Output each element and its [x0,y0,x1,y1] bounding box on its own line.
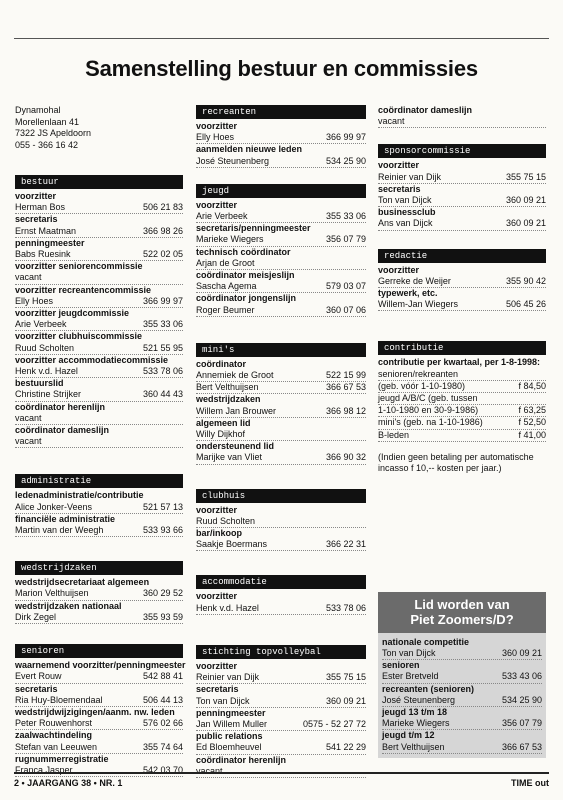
section-header: recreanten [196,105,366,119]
address-line: Dynamohal [15,105,61,115]
contact-row [15,413,183,425]
role-label: voorzitter [196,121,238,131]
contact-value: 360 09 21 [325,695,366,706]
column-1 [15,105,186,787]
contact-name: Bert Velthuijsen [196,382,259,393]
section-header: stichting topvolleybal [196,645,366,659]
contact-name: vacant [15,436,42,447]
section-dameslijn [378,105,546,128]
role-label: voorzitter jeugdcommissie [15,308,130,319]
section-header: sponsorcommissie [378,144,546,158]
section-wedstrijdzaken [15,561,183,624]
contact-name: Elly Hoes [15,295,54,306]
contact-row [15,436,183,448]
contact-row [378,299,546,311]
contact-name: mini's (geb. na 1-10-1986) [378,417,483,428]
contact-value: 522 02 05 [142,249,183,260]
contact-value: 355 75 15 [325,672,366,683]
contact-row [196,516,366,528]
contact-name: Dirk Zegel [15,611,57,622]
contact-row [15,718,183,730]
contact-name: vacant [15,412,42,423]
contact-value: 366 99 97 [325,132,366,143]
contact-row [15,389,183,401]
contact-row [15,612,183,624]
contact-name: Ed Bloemheuvel [196,742,262,753]
contact-name: Roger Beumer [196,304,255,315]
section-header: contributie [378,341,546,355]
section-administratie [15,474,183,537]
contact-value [362,516,366,527]
contact-row [378,369,546,381]
contact-value: 356 07 79 [501,718,542,729]
contact-value: 0575 - 52 27 72 [302,718,366,729]
role-label: aanmelden nieuwe leden [196,144,303,155]
section-header: senioren [15,644,183,658]
column-3 [378,105,546,758]
contact-row [196,258,366,270]
contact-row [15,742,183,754]
contact-name: Stefan van Leeuwen [15,741,98,752]
contact-name: Ruud Scholten [196,515,256,526]
contact-row [196,156,366,168]
contact-value: 534 25 90 [501,694,542,705]
section-stichting-topvolleybal [196,645,366,778]
section-contributie [378,341,546,441]
role-label: penningmeester [15,237,85,248]
contact-value: 533 78 06 [142,366,183,377]
contact-value: 360 09 21 [505,195,546,206]
contact-name: Jan Willem Muller [196,718,268,729]
role-label: coördinator meisjeslijn [196,270,295,281]
contact-value: 542 88 41 [142,671,183,682]
role-label: voorzitter [378,160,420,171]
contact-name: Sascha Agema [196,281,257,292]
role-label: voorzitter recreantencommissie [15,284,152,295]
role-label: bestuurslid [15,378,64,389]
contact-name: vacant [196,765,223,776]
contact-row [196,281,366,293]
role-label: nationale competitie [382,636,470,647]
contact-value: 541 22 29 [325,742,366,753]
contact-row [15,366,183,378]
contact-value [362,429,366,440]
contact-row [196,234,366,246]
contact-value: f 52,50 [518,417,546,428]
contact-value [542,116,546,127]
contact-value: 360 09 21 [501,648,542,659]
role-label: coördinator herenlijn [15,401,106,412]
contact-row [196,672,366,684]
role-label: coördinator [196,358,247,369]
contact-name: Arie Verbeek [15,319,67,330]
contact-row [196,719,366,731]
contact-value: 366 67 53 [325,382,366,393]
contact-row [196,370,366,382]
contact-name: Reinier van Dijk [378,171,442,182]
role-label: coördinator dameslijn [378,105,473,115]
contact-value: 360 09 21 [505,218,546,229]
role-label: wedstrijdzaken nationaal [15,600,122,611]
role-label: technisch coördinator [196,246,291,257]
contact-row [378,381,546,393]
contact-value: 355 90 42 [505,275,546,286]
contact-value: 533 93 66 [142,525,183,536]
role-label: jeugd t/m 12 [382,730,435,741]
contact-name: Saakje Boermans [196,539,268,550]
contact-row [15,296,183,308]
contact-value: 542 03 70 [142,764,183,775]
contact-value: 366 98 26 [142,225,183,236]
role-label: wedstrijdzaken [196,394,261,405]
contact-row [196,382,366,394]
contact-name: B-leden [378,429,410,440]
contact-name: Henk v.d. Hazel [196,602,259,613]
contact-row [15,525,183,537]
role-label: zaalwachtindeling [15,730,93,741]
section-recreanten [196,105,366,168]
contact-name: senioren/rekreanten [378,368,459,379]
section-sponsorcommissie [378,144,546,230]
lid-worden-title-line: Piet Zoomers/D? [410,611,514,627]
role-label: secretaris [378,183,421,194]
role-label: public relations [196,731,263,742]
role-label: voorzitter accommodatiecommissie [15,354,169,365]
contact-value [179,413,183,424]
section-clubhuis [196,489,366,552]
contact-row [382,648,542,660]
contact-row [378,116,546,128]
role-label: algemeen lid [196,417,251,428]
section-bestuur [15,175,183,448]
contact-row [382,695,542,707]
role-label: recreanten (senioren) [382,683,475,694]
role-label: businessclub [378,207,436,218]
contact-row [15,249,183,261]
contact-value: 360 07 06 [325,304,366,315]
contact-value: 356 07 79 [325,234,366,245]
contact-value: 360 44 43 [142,389,183,400]
contact-row [15,695,183,707]
contact-value: 355 33 06 [142,319,183,330]
contact-name: Ton van Dijck [382,648,436,659]
contact-name: Peter Rouwenhorst [15,718,93,729]
contact-row [15,343,183,355]
contact-value: 366 67 53 [501,741,542,752]
contact-name: Franca Jasper [15,764,73,775]
contact-row [378,405,546,417]
section-header: jeugd [196,184,366,198]
contact-name: Martin van der Weegh [15,525,104,536]
contact-row [196,305,366,317]
section-header: administratie [15,474,183,488]
contact-value: 534 25 90 [325,155,366,166]
address-line: 055 - 366 16 42 [15,139,79,150]
role-label: financiële administratie [15,513,116,524]
contact-name: Willem-Jan Wiegers [378,299,459,310]
role-label: ledenadministratie/contributie [15,490,144,501]
lid-worden-title-line: Lid worden van [414,596,510,612]
role-label: wedstrijdwijzigingen/aanm. nw. leden [15,706,175,717]
page-footer [14,772,549,788]
contact-name: Marieke Wiegers [382,718,450,729]
section-header: clubhuis [196,489,366,503]
contact-name: Ester Bretveld [382,671,439,682]
contact-row [15,588,183,600]
contact-value [179,436,183,447]
contact-value: f 41,00 [518,429,546,440]
role-label: voorzitter [196,660,238,671]
contact-name: 1-10-1980 en 30-9-1986) [378,405,479,416]
contact-name: Evert Rouw [15,671,62,682]
contact-row [15,319,183,331]
role-label: typewerk, etc. [378,288,438,299]
role-label: penningmeester [196,707,266,718]
role-label: jeugd 13 t/m 18 [382,707,448,718]
contact-value: 579 03 07 [325,281,366,292]
section-header: bestuur [15,175,183,189]
contact-value: 506 21 83 [142,202,183,213]
section-header: wedstrijdzaken [15,561,183,575]
contact-value: 366 98 12 [325,405,366,416]
contact-value: 533 78 06 [325,602,366,613]
contact-name: Ernst Maatman [15,225,77,236]
section-header: accommodatie [196,575,366,589]
contact-row [196,539,366,551]
contact-name: Elly Hoes [196,132,235,143]
role-label: coördinator herenlijn [196,754,287,765]
contributie-note: (Indien geen betaling per automatische incasso f 10,-- kosten per jaar.) [378,451,534,473]
contact-value: 355 33 06 [325,211,366,222]
footer-magazine: TIME out [511,778,549,788]
role-label: voorzitter clubhuiscommissie [15,331,143,342]
lid-worden-box [378,592,546,758]
contact-row [378,430,546,442]
contact-row [15,202,183,214]
section-jeugd [196,184,366,317]
contact-value: 522 15 99 [325,370,366,381]
role-label: voorzitter [378,264,420,275]
contact-name: Ton van Dijck [196,695,250,706]
contact-row [378,417,546,429]
contact-name: Babs Ruesink [15,249,71,260]
contact-row [378,393,546,405]
contact-value: 355 74 64 [142,741,183,752]
role-label: bar/inkoop [196,528,243,539]
contact-name: José Steunenberg [196,155,270,166]
role-label: coördinator jongenslijn [196,293,297,304]
contact-name: Annemiek de Groot [196,370,274,381]
contact-row [15,671,183,683]
contact-value: 360 29 52 [142,588,183,599]
role-label: voorzitter [196,591,238,602]
contact-row [15,272,183,284]
role-label: rugnummerregistratie [15,753,109,764]
contact-row [15,226,183,238]
contact-row [15,502,183,514]
contact-name: vacant [15,272,42,283]
address-block [15,105,183,151]
contact-name: Reinier van Dijk [196,672,260,683]
contact-name: Marieke Wiegers [196,234,264,245]
page-title: Samenstelling bestuur en commissies [85,56,478,81]
contact-row [378,218,546,230]
contact-value: 521 57 13 [142,501,183,512]
top-rule [14,38,549,39]
lid-worden-rows [378,637,546,754]
contact-name: Christine Strijker [15,389,82,400]
contact-value: 366 99 97 [142,295,183,306]
contact-row [378,172,546,184]
contact-value: 521 55 95 [142,342,183,353]
contact-name: Willem Jan Brouwer [196,405,277,416]
role-label: contributie per kwartaal, per 1-8-1998: [378,357,541,368]
contact-name: Marion Velthuijsen [15,588,89,599]
role-label: voorzitter [15,191,57,201]
contact-value: 355 93 59 [142,611,183,622]
section-senioren [15,644,186,777]
address-line: Morellenlaan 41 [15,116,80,127]
contact-row [378,276,546,288]
contact-row [196,696,366,708]
contact-value: 366 90 32 [325,452,366,463]
contact-name: Ton van Dijck [378,195,432,206]
contact-value: 506 45 26 [505,299,546,310]
contact-name: Henk v.d. Hazel [15,366,78,377]
role-label: voorzitter [196,504,238,515]
contact-row [196,406,366,418]
contact-value [362,258,366,269]
contact-row [196,132,366,144]
lid-worden-title [378,592,546,633]
contact-name: Ruud Scholten [15,342,75,353]
contact-value [542,369,546,380]
section-accommodatie [196,575,366,614]
contact-value: f 84,50 [518,380,546,391]
contact-row [382,671,542,683]
section-redactie [378,249,546,312]
role-label: coördinator dameslijn [15,425,110,436]
role-label: voorzitter [196,199,238,210]
contact-name: José Steunenberg [382,694,456,705]
footer-issue: 2 • JAARGANG 38 • NR. 1 [14,778,123,788]
role-label: secretaris [196,684,239,695]
role-label: senioren [382,660,420,671]
contact-name: (geb. vóór 1-10-1980) [378,380,466,391]
contact-row [196,603,366,615]
contact-value [179,272,183,283]
section-header: mini's [196,343,366,357]
contact-name: Arie Verbeek [196,211,248,222]
contact-name: Alice Jonker-Veens [15,501,93,512]
role-label: waarnemend voorzitter/penningmeester [15,660,186,671]
contact-row [378,195,546,207]
role-label: secretaris/penningmeester [196,223,311,234]
contact-name: jeugd A/B/C (geb. tussen [378,393,478,404]
contact-name: vacant [378,116,405,127]
contact-value: 366 22 31 [325,539,366,550]
contact-value: 355 75 15 [505,171,546,182]
column-2 [196,105,366,788]
contact-name: Marijke van Vliet [196,452,263,463]
contact-value: f 63,25 [518,405,546,416]
contact-name: Willy Dijkhof [196,429,246,440]
contact-row [196,742,366,754]
contact-row [382,742,542,754]
contact-value: 533 43 06 [501,671,542,682]
contact-name: Bert Velthuijsen [382,741,445,752]
contact-name: Ans van Dijck [378,218,433,229]
contact-name: Gerreke de Weijer [378,275,451,286]
address-line: 7322 JS Apeldoorn [15,128,92,138]
contact-row [196,429,366,441]
contact-name: Arjan de Groot [196,257,255,268]
role-label: secretaris [15,214,58,225]
contact-value: 506 44 13 [142,694,183,705]
role-label: voorzitter seniorencommissie [15,261,143,272]
contact-value: 576 02 66 [142,718,183,729]
contact-value [542,393,546,404]
role-label: ondersteunend lid [196,441,275,452]
contact-row [382,718,542,730]
section-header: redactie [378,249,546,263]
contact-name: Ria Huy-Bloemendaal [15,694,103,705]
contact-name: Herman Bos [15,202,66,213]
section-minis [196,343,366,465]
contact-row [196,452,366,464]
role-label: wedstrijdsecretariaat algemeen [15,577,150,588]
role-label: secretaris [15,683,58,694]
contact-row [196,211,366,223]
